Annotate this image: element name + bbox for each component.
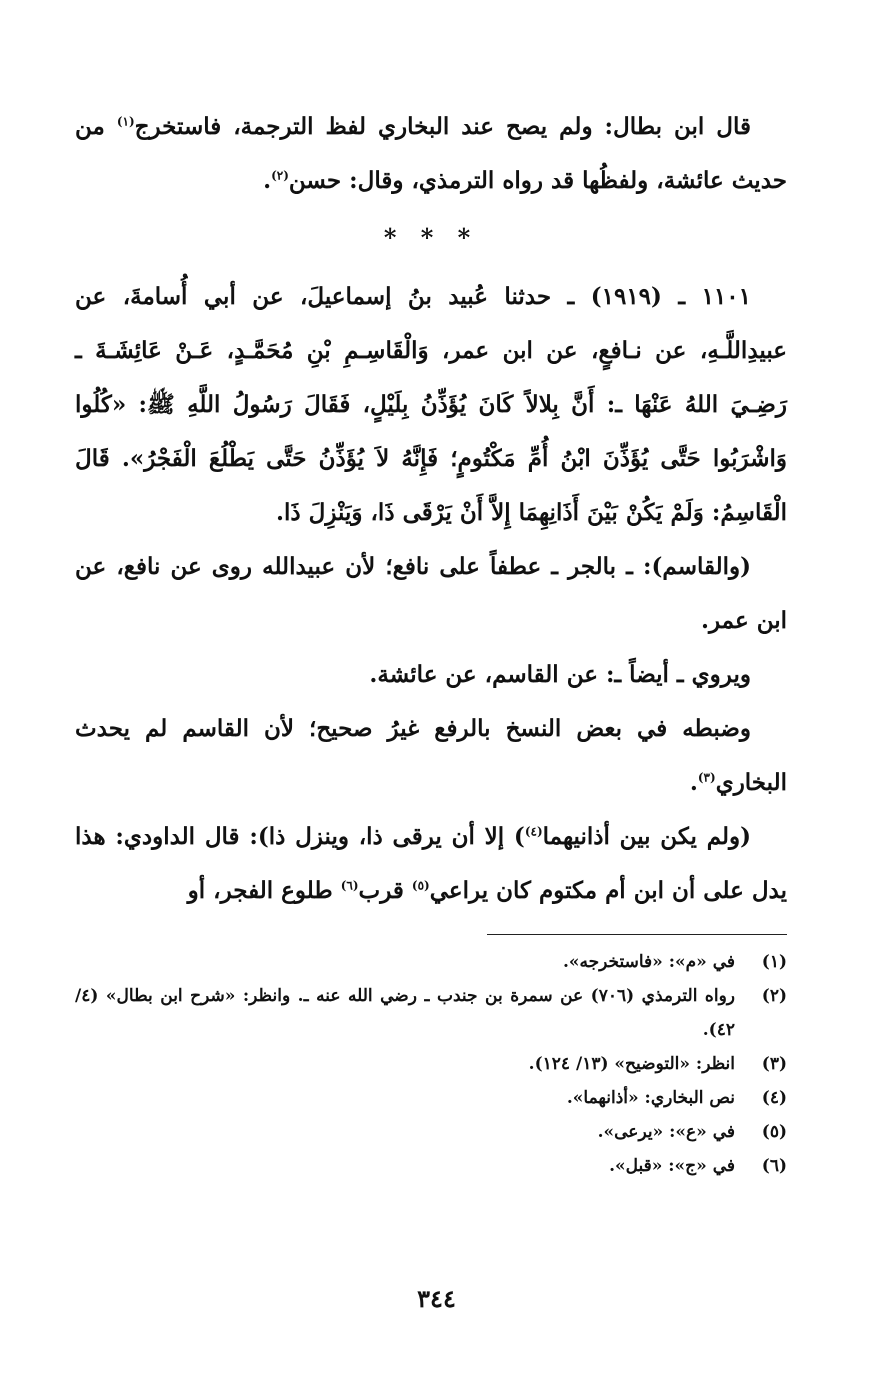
text-span: طلوع الفجر، أو: [187, 877, 341, 904]
footnote-text: انظر: «التوضيح» (١٣/ ١٢٤).: [528, 1054, 735, 1074]
paragraph-3: (والقاسم): ـ بالجر ـ عطفاً على نافع؛ لأن عبيدالله روى عن نافع، عن ابن عمر.: [75, 553, 787, 634]
footnote-ref-1[interactable]: (١): [116, 114, 135, 129]
footnotes: [75, 945, 787, 1183]
text-span: (ولم يكن بين أذانيهما: [542, 823, 751, 850]
footnote-ref-6[interactable]: (٦): [340, 878, 359, 893]
text-span: ) إلا أن يرقى ذا، وينزل ذا): قال الداودي: هذا يدل على أن ابن أم مكتوم كان يراعي: [75, 823, 787, 904]
footnote-ref-4[interactable]: (٤): [524, 824, 543, 839]
page-body: [75, 100, 787, 1183]
footnote-text: رواه الترمذي (٧٠٦) عن سمرة بن جندب ـ رضي الله عنه ـ. وانظر: «شرح ابن بطال» (٤/ ٤٢).: [75, 986, 735, 1040]
footnote-text: نص البخاري: «أذانهما».: [566, 1088, 735, 1108]
footnote-number: (٣): [761, 1054, 787, 1074]
paragraph-5: [75, 702, 787, 810]
text-span: قرب: [358, 877, 412, 904]
footnote-ref-5[interactable]: (٥): [411, 878, 430, 893]
footnote-item: [75, 945, 787, 979]
footnote-item: [75, 979, 787, 1047]
footnote-number: (٦): [761, 1156, 787, 1176]
text-span: وضبطه في بعض النسخ بالرفع غيرُ صحيح؛ لأن القاسم لم يحدث البخاري: [75, 715, 787, 796]
text-span: .: [263, 167, 272, 194]
text-span: قال ابن بطال: ولم يصح عند البخاري لفظ الترجمة، فاستخرج: [134, 113, 751, 140]
page-number: ٣٤٤: [417, 1284, 456, 1313]
footnote-number: (١): [761, 952, 787, 972]
hadith-paragraph: ١١٠١ ـ (١٩١٩) ـ حدثنا عُبيد بنُ إسماعيلَ، عن أبي أُسامةَ، عن عبيدِاللَّـهِ، عن نـافعٍ، عن ابن عمر، وَالْقَاسِـمِ بْنِ مُحَمَّـدٍ، عَـنْ عَائِشَـةَ ـ رَضِـيَ اللهُ عَنْهَا ـ: أَنَّ بِلالاً كَانَ يُؤَذِّنُ بِلَيْلٍ، فَقَالَ رَسُولُ اللَّهِ ﷺ: «كُلُوا وَاشْرَبُوا حَتَّى يُؤَذِّنَ ابْنُ أُمِّ مَكْتُومٍ؛ فَإِنَّهُ لاَ يُؤَذِّنُ حَتَّى يَطْلُعَ الْفَجْرُ». قَالَ الْقَاسِمُ: وَلَمْ يَكُنْ بَيْنَ أَذَانِهِمَا إِلاَّ أَنْ يَرْقَى ذَا، وَيَنْزِلَ ذَا.: [75, 283, 788, 526]
paragraph-6: [75, 810, 787, 918]
paragraph-1: [75, 100, 787, 208]
text-span: .: [689, 769, 698, 796]
footnote-text: في «ج»: «قبل».: [609, 1156, 735, 1176]
paragraph-4: ويروي ـ أيضاً ـ: عن القاسم، عن عائشة.: [369, 661, 751, 688]
footnote-ref-3[interactable]: (٣): [697, 770, 716, 785]
footnote-text: في «م»: «فاستخرجه».: [562, 952, 735, 972]
footnote-number: (٢): [761, 986, 787, 1006]
footnote-text: في «ع»: «يرعى».: [597, 1122, 735, 1142]
section-separator: * * *: [383, 223, 479, 252]
footnote-item: [75, 1149, 787, 1183]
footnote-divider: [487, 934, 787, 935]
text-span: من حديث عائشة، ولفظُها قد رواه الترمذي، وقال: حسن: [75, 113, 787, 194]
footnote-item: [75, 1047, 787, 1081]
footnote-number: (٤): [761, 1088, 787, 1108]
footnote-item: [75, 1081, 787, 1115]
footnote-number: (٥): [761, 1122, 787, 1142]
footnote-ref-2[interactable]: (٢): [271, 168, 289, 183]
footnote-item: [75, 1115, 787, 1149]
